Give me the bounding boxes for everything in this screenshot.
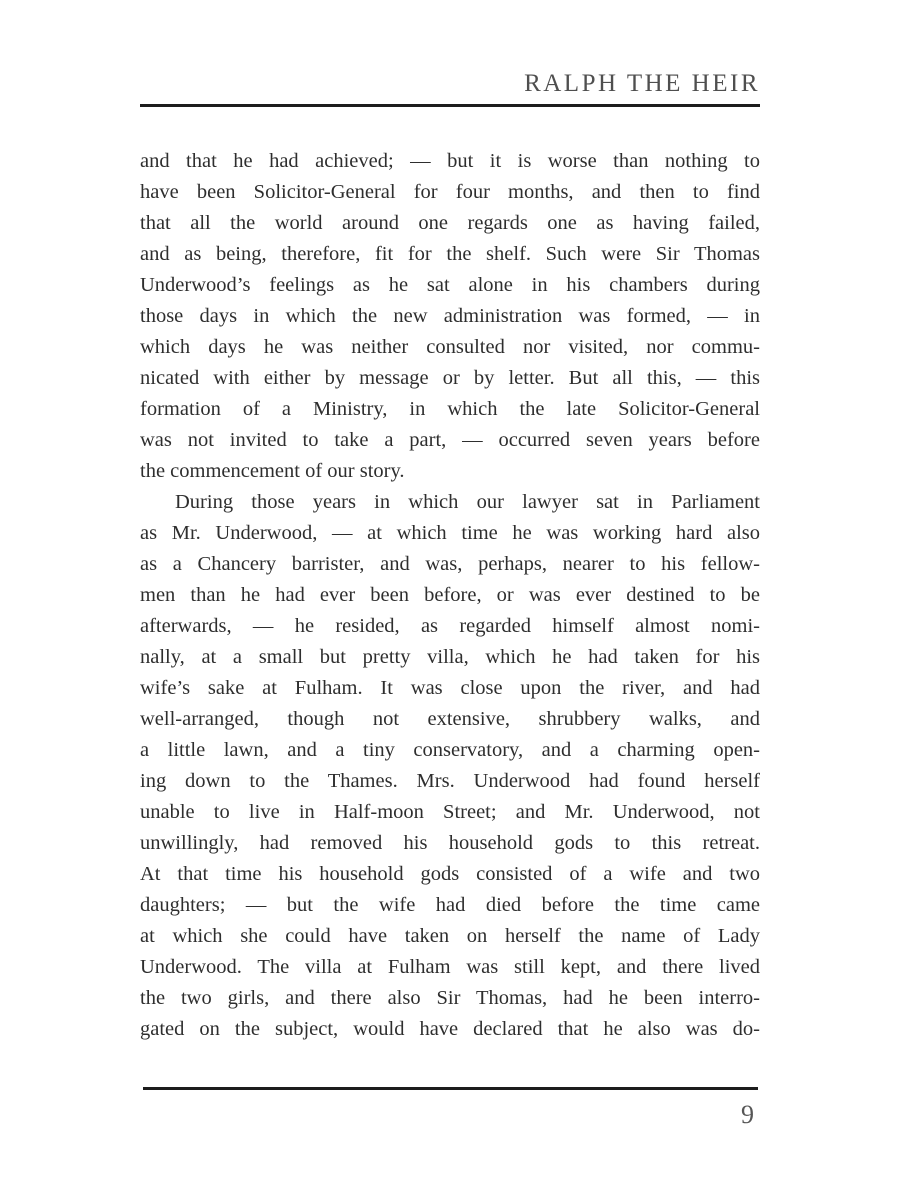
text-line: Underwood’s feelings as he sat alone in his chambers during <box>140 274 760 296</box>
header-rule <box>140 104 760 107</box>
text-line: that all the world around one regards one as having failed, <box>140 212 760 234</box>
footer-rule <box>143 1087 758 1090</box>
text-line: a little lawn, and a tiny conservatory, and a charming open- <box>140 739 760 761</box>
text-line: was not invited to take a part, — occurred seven years before <box>140 429 760 451</box>
text-line: nally, at a small but pretty villa, which he had taken for his <box>140 646 760 668</box>
page-body <box>140 146 760 1045</box>
text-line: well-arranged, though not extensive, shrubbery walks, and <box>140 708 760 730</box>
text-line: nicated with either by message or by letter. But all this, — this <box>140 367 760 389</box>
text-line: ing down to the Thames. Mrs. Underwood had found herself <box>140 770 760 792</box>
page-number: 9 <box>741 1100 754 1129</box>
text-line: wife’s sake at Fulham. It was close upon the river, and had <box>140 677 760 699</box>
text-line: afterwards, — he resided, as regarded himself almost nomi- <box>140 615 760 637</box>
paragraph <box>140 146 760 487</box>
text-line: At that time his household gods consisted of a wife and two <box>140 863 760 885</box>
text-line: daughters; — but the wife had died before the time came <box>140 894 760 916</box>
text-line: men than he had ever been before, or was ever destined to be <box>140 584 760 606</box>
text-line: at which she could have taken on herself the name of Lady <box>140 925 760 947</box>
text-line: which days he was neither consulted nor visited, nor commu- <box>140 336 760 358</box>
text-line: Underwood. The villa at Fulham was still kept, and there lived <box>140 956 760 978</box>
text-line: as a Chancery barrister, and was, perhaps, nearer to his fellow- <box>140 553 760 575</box>
text-line: have been Solicitor-General for four months, and then to find <box>140 181 760 203</box>
text-line: unwillingly, had removed his household gods to this retreat. <box>140 832 760 854</box>
text-line: as Mr. Underwood, — at which time he was working hard also <box>140 522 760 544</box>
page-header <box>140 70 760 98</box>
text-line: the commencement of our story. <box>140 460 405 482</box>
text-line: gated on the subject, would have declared that he also was do- <box>140 1018 760 1040</box>
text-line: and that he had achieved; — but it is worse than nothing to <box>140 150 760 172</box>
text-line: those days in which the new administration was formed, — in <box>140 305 760 327</box>
running-title: RALPH THE HEIR <box>524 70 760 97</box>
paragraph <box>140 487 760 1045</box>
text-line: and as being, therefore, fit for the shelf. Such were Sir Thomas <box>140 243 760 265</box>
text-line: formation of a Ministry, in which the late Solicitor-General <box>140 398 760 420</box>
text-line: During those years in which our lawyer sat in Parliament <box>175 491 760 513</box>
text-line: the two girls, and there also Sir Thomas, had he been interro- <box>140 987 760 1009</box>
text-line: unable to live in Half-moon Street; and Mr. Underwood, not <box>140 801 760 823</box>
